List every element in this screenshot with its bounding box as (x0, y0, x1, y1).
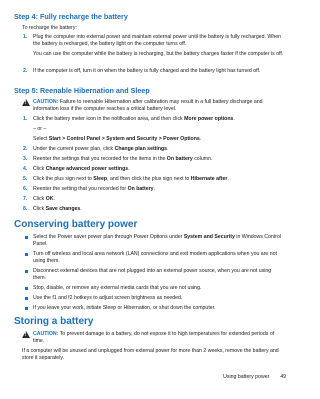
footer-section-title: Using battery power (223, 374, 270, 380)
storing-caution (33, 331, 285, 345)
conserving-bullet-1 (33, 234, 285, 248)
conserving-bullet-4: Stop, disable, or remove any external media cards that you are not using. (33, 285, 202, 291)
s5-post: . (227, 176, 229, 182)
bullet-icon (25, 253, 28, 256)
step5-s8-number: 8. (23, 206, 28, 212)
conserving-bullet-2: Turn off wireless and local area network (LAN) connections and exit modem applications when you are not using them. (33, 251, 277, 264)
s7-bold: OK (45, 196, 54, 202)
bullet-icon (25, 297, 28, 300)
s2-bold: Change plan settings (114, 146, 168, 152)
s3-post: column. (192, 156, 213, 162)
step5-s7-text (33, 196, 285, 203)
s4-pre: Click (33, 166, 46, 172)
step5-s5-number: 5. (23, 176, 28, 182)
step4-intro: To recharge the battery: (22, 25, 77, 31)
step4-item1-number: 1. (23, 34, 28, 40)
s4-bold: Change advanced power settings (45, 166, 129, 172)
s7-post: . (53, 196, 55, 202)
bullet-icon (25, 270, 28, 273)
step5-or: – or – (33, 126, 47, 132)
step5-select-text (33, 136, 285, 143)
bullet-icon (25, 236, 28, 239)
bullet-icon (25, 307, 28, 310)
page-number: 49 (280, 374, 286, 380)
step4-item1-note: You can use the computer while the battery is recharging, but the battery charges faster if the computer is off. (33, 51, 284, 57)
s5-bold-sleep: Sleep (93, 176, 108, 182)
step5-s3-text (33, 156, 285, 163)
s2-post: . (167, 146, 169, 152)
s6-pre: Reenter the setting that you recorded for (33, 186, 128, 192)
s8-post: . (80, 206, 82, 212)
step5-s4-number: 4. (23, 166, 28, 172)
step5-s3-number: 3. (23, 156, 28, 162)
caution-text: Failure to reenable Hibernation after calibration may result in a full battery discharge and information loss if the computer reaches a critical battery level. (33, 99, 263, 112)
step5-s5-text (33, 176, 285, 183)
s5-mid: , and then click the plus sign next to (107, 176, 191, 182)
s6-bold: On battery (127, 186, 154, 192)
s8-pre: Click (33, 206, 46, 212)
s1-post: . (233, 116, 235, 122)
select-pre: Select (33, 136, 49, 142)
step5-s6-text (33, 186, 285, 193)
conserving-bullet-6: If you leave your work, initiate Sleep or Hibernation, or shut down the computer. (33, 305, 216, 311)
s1-bold: More power options (184, 116, 234, 122)
s1-pre: Click the battery meter icon in the notification area, and then click (33, 116, 185, 122)
caution-label: CAUTION: (33, 99, 59, 105)
storing-heading: Storing a battery (14, 316, 94, 327)
bullet-icon (25, 287, 28, 290)
step5-s2-number: 2. (23, 146, 28, 152)
s5-bold-hibernate: Hibernate after (190, 176, 228, 182)
b1-bold: System and Security (183, 234, 235, 240)
b1-pre: Select the Power saver power plan through Power Options under (33, 234, 184, 240)
step5-s1-number: 1. (23, 116, 28, 122)
step5-s7-number: 7. (23, 196, 28, 202)
step5-heading: Step 5: Reenable Hibernation and Sleep (14, 86, 150, 95)
caution-icon (22, 99, 30, 106)
step5-s1-text (33, 116, 285, 123)
s6-post: . (153, 186, 155, 192)
s2-pre: Under the current power plan, click (33, 146, 115, 152)
step4-item2-text: If the computer is off, turn it on when the battery is fully charged and the battery light has turned off. (33, 68, 261, 74)
conserving-bullet-5: Use the f1 and f2 hotkeys to adjust screen brightness as needed. (33, 295, 183, 301)
step5-s8-text (33, 206, 285, 213)
s3-pre: Reenter the settings that you recorded for the items in the (33, 156, 167, 162)
select-post: . (199, 136, 202, 142)
conserving-bullet-3: Disconnect external devices that are not plugged into an external power source, when you are not using them. (33, 268, 272, 281)
select-path: Start > Control Panel > System and Security > Power Options (48, 136, 200, 142)
caution-label: CAUTION: (33, 331, 59, 337)
conserving-heading: Conserving battery power (14, 219, 138, 230)
s4-post: . (128, 166, 130, 172)
s7-pre: Click (33, 196, 46, 202)
b1-post: in Windows Control Panel. (33, 234, 281, 247)
step5-s6-number: 6. (23, 186, 28, 192)
step4-item1-text: Plug the computer into external power and maintain external power until the battery is fully recharged. When the battery is recharged, the battery light on the computer turns off. (33, 34, 281, 47)
storing-body: If a computer will be unused and unplugged from external power for more than 2 weeks, remove the battery and store it separately. (22, 348, 279, 361)
step5-s2-text (33, 146, 285, 153)
s5-pre: Click the plus sign next to (33, 176, 94, 182)
step5-s4-text (33, 166, 285, 173)
page-footer (223, 374, 286, 380)
caution-icon (22, 331, 30, 338)
s8-bold: Save changes (45, 206, 81, 212)
step5-caution (33, 99, 285, 113)
step4-heading: Step 4: Fully recharge the battery (14, 12, 128, 21)
caution-text: To prevent damage to a battery, do not expose it to high temperatures for extended periods of time. (33, 331, 275, 344)
step4-item2-number: 2. (23, 68, 28, 74)
s3-bold: On battery (166, 156, 193, 162)
